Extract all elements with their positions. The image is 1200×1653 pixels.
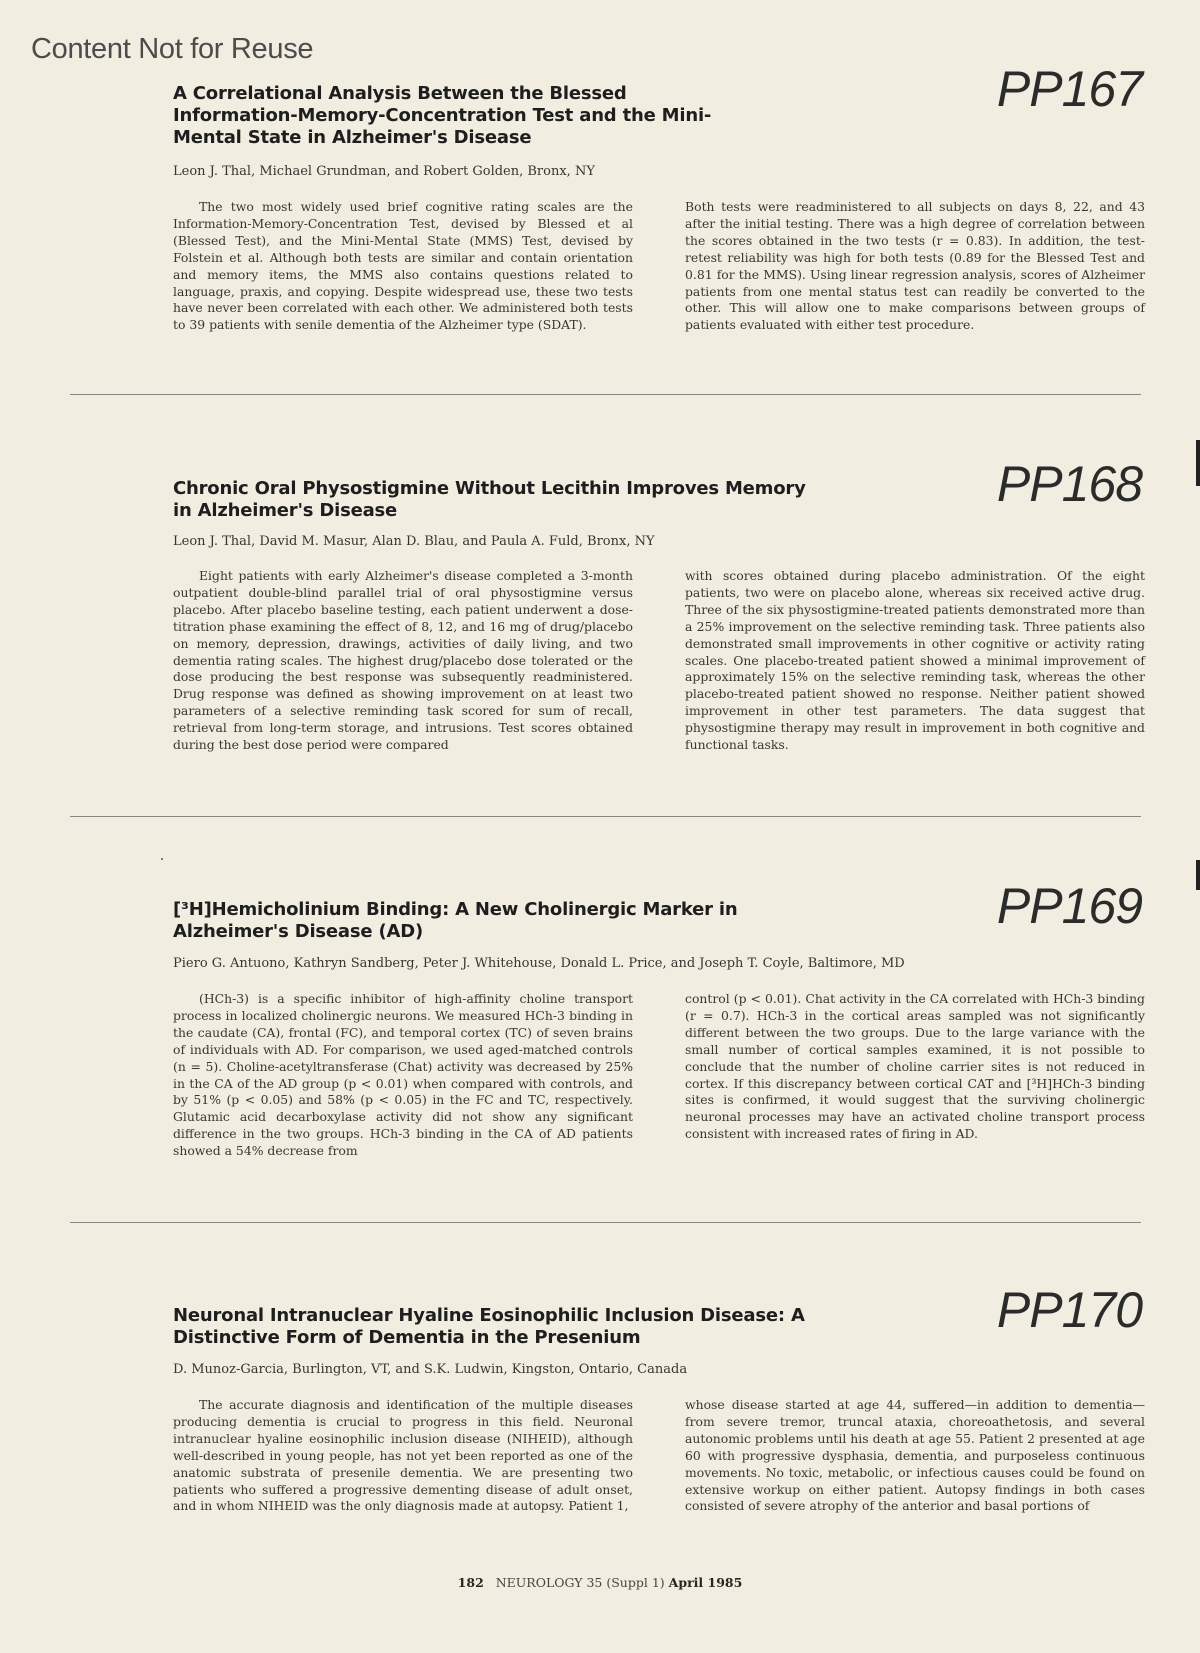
abstract-body-left: (HCh-3) is a specific inhibitor of high-affinity choline transport process in localized cholinergic neurons. We measured HCh-3 binding in the caudate (CA), frontal (FC), and temporal cortex (TC) of seven brains of individuals with AD. For comparison, we used aged-matched controls (n = 5). Choline-acetyltransferase (Chat) activity was decreased by 25% in the CA of the AD group (p < 0.01) when compared with controls, and by 51% (p < 0.05) and 58% (p < 0.05) in the FC and TC, respectively. Glutamic acid decarboxylase activity did not show any significant difference in the two groups. HCh-3 binding in the CA of AD patients showed a 54% decrease from [173, 991, 633, 1159]
abstract-body-right: Both tests were readministered to all subjects on days 8, 22, and 43 after the initial testing. There was a high degree of correlation between the scores obtained in the two tests (r = 0.83). In addition, the test-retest reliability was high for both tests (0.89 for the Blessed Test and 0.81 for the MMS). Using linear regression analysis, scores of Alzheimer patients from one mental status test can readily be converted to the other. This will allow one to make comparisons between groups of patients evaluated with either test procedure. [685, 199, 1145, 333]
watermark-text: Content Not for Reuse [31, 33, 314, 65]
scan-edge-mark [1196, 860, 1200, 890]
journal-name: NEUROLOGY 35 (Suppl 1) [495, 1575, 665, 1590]
abstract-title: Chronic Oral Physostigmine Without Lecithin Improves Memory in Alzheimer's Disease [173, 478, 806, 521]
section-divider [70, 394, 1141, 395]
abstract-body-right: control (p < 0.01). Chat activity in the CA correlated with HCh-3 binding (r = 0.7). HCh-3 in the cortical areas sampled was not significantly different between the two groups. Due to the large variance with the small number of cortical samples examined, it is not possible to conclude that the number of choline carrier sites is not reduced in cortex. If this discrepancy between cortical CAT and [³H]HCh-3 binding sites is confirmed, it would suggest that the surviving cholinergic neuronal processes may have an activated choline transport process consistent with increased rates of firing in AD. [685, 991, 1145, 1142]
abstract-body-left: The two most widely used brief cognitive rating scales are the Information-Memory-Concentration Test, devised by Blessed et al (Blessed Test), and the Mini-Mental State (MMS) Test, devised by Folstein et al. Although both tests are similar and contain orientation and memory items, the MMS also contains questions related to language, praxis, and copying. Despite widespread use, these two tests have never been correlated with each other. We administered both tests to 39 patients with senile dementia of the Alzheimer type (SDAT). [173, 199, 633, 333]
page-number: 182 [457, 1575, 484, 1590]
page-footer [0, 1575, 1200, 1590]
issue-date: April 1985 [668, 1575, 743, 1590]
abstract-number: PP167 [996, 61, 1142, 117]
abstract-title: [³H]Hemicholinium Binding: A New Cholinergic Marker in Alzheimer's Disease (AD) [173, 899, 738, 942]
abstract-authors: Leon J. Thal, Michael Grundman, and Robert Golden, Bronx, NY [173, 164, 595, 179]
abstract-body-left: Eight patients with early Alzheimer's disease completed a 3-month outpatient double-blind parallel trial of oral physostigmine versus placebo. After placebo baseline testing, each patient underwent a dose-titration phase examining the effect of 8, 12, and 16 mg of drug/placebo on memory, depression, drawings, activities of daily living, and two dementia rating scales. The highest drug/placebo dose tolerated or the dose producing the best response was subsequently readministered. Drug response was defined as showing improvement on at least two parameters of a selective reminding task scored for sum of recall, retrieval from long-term storage, and intrusions. Test scores obtained during the best dose period were compared [173, 568, 633, 753]
abstract-body-right: whose disease started at age 44, suffered—in addition to dementia—from severe tremor, truncal ataxia, choreoathetosis, and several autonomic problems until his death at age 55. Patient 2 presented at age 60 with progressive dysphasia, dementia, and purposeless continuous movements. No toxic, metabolic, or infectious causes could be found on extensive workup on either patient. Autopsy findings in both cases consisted of severe atrophy of the anterior and basal portions of [685, 1397, 1145, 1514]
scan-edge-mark [1196, 440, 1200, 486]
abstract-number: PP169 [996, 878, 1142, 934]
section-divider [70, 816, 1141, 817]
abstract-authors: Leon J. Thal, David M. Masur, Alan D. Blau, and Paula A. Fuld, Bronx, NY [173, 534, 655, 549]
abstract-body-left: The accurate diagnosis and identification of the multiple diseases producing dementia is crucial to progress in this field. Neuronal intranuclear hyaline eosinophilic inclusion disease (NIHEID), although well-described in young people, has not yet been reported as one of the anatomic substrata of presenile dementia. We are presenting two patients who suffered a progressive dementing disease of adult onset, and in whom NIHEID was the only diagnosis made at autopsy. Patient 1, [173, 1397, 633, 1514]
abstract-number: PP168 [996, 456, 1142, 512]
abstract-title: Neuronal Intranuclear Hyaline Eosinophilic Inclusion Disease: A Distinctive Form of Dementia in the Presenium [173, 1305, 805, 1348]
abstract-number: PP170 [996, 1282, 1142, 1338]
abstract-authors: D. Munoz-Garcia, Burlington, VT, and S.K. Ludwin, Kingston, Ontario, Canada [173, 1362, 688, 1377]
abstract-title: A Correlational Analysis Between the Blessed Information-Memory-Concentration Test and the Mini-Mental State in Alzheimer's Disease [173, 83, 712, 148]
section-divider [70, 1222, 1141, 1223]
speck [161, 858, 163, 860]
abstract-body-right: with scores obtained during placebo administration. Of the eight patients, two were on placebo alone, whereas six received active drug. Three of the six physostigmine-treated patients demonstrated more than a 25% improvement on the selective reminding task. Three patients also demonstrated small improvements in other cognitive or activity rating scales. One placebo-treated patient showed a minimal improvement of approximately 15% on the selective reminding task, whereas the other placebo-treated patient showed no response. Neither patient showed improvement in other test parameters. The data suggest that physostigmine therapy may result in improvement in both cognitive and functional tasks. [685, 568, 1145, 753]
abstract-authors: Piero G. Antuono, Kathryn Sandberg, Peter J. Whitehouse, Donald L. Price, and Joseph T. Coyle, Baltimore, MD [173, 956, 905, 971]
